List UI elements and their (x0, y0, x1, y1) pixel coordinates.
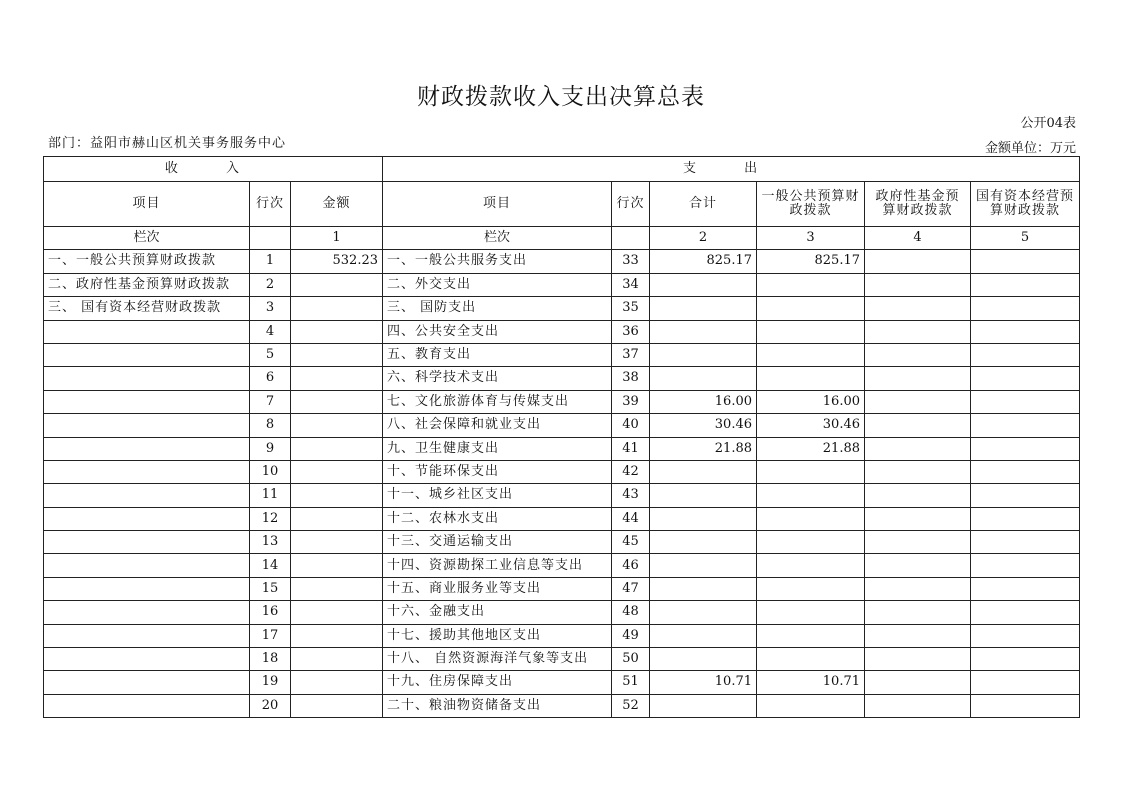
column-number-2: 2 (650, 227, 757, 250)
expense-row-header: 行次 (612, 182, 650, 227)
expense-item-cell: 十一、城乡社区支出 (383, 484, 612, 507)
income-row-number: 20 (250, 694, 291, 717)
expense-row-number: 50 (612, 648, 650, 671)
income-amount-cell (291, 531, 383, 554)
expense-section-header: 支 出 (383, 157, 1080, 182)
expense-total-cell (650, 367, 757, 390)
expense-total-cell: 16.00 (650, 390, 757, 413)
income-item-cell (44, 648, 250, 671)
income-item-cell (44, 414, 250, 437)
income-amount-cell (291, 624, 383, 647)
expense-total-cell (650, 273, 757, 296)
gov-fund-cell (865, 297, 971, 320)
income-item-cell (44, 320, 250, 343)
state-capital-cell (971, 250, 1080, 273)
expense-row-number: 44 (612, 507, 650, 530)
income-item-header: 项目 (44, 182, 250, 227)
income-item-cell (44, 694, 250, 717)
general-budget-cell (757, 273, 865, 296)
table-row (44, 343, 1080, 366)
income-section-header: 收 入 (44, 157, 383, 182)
expense-row-number: 37 (612, 343, 650, 366)
income-item-cell (44, 577, 250, 600)
income-row-number: 3 (250, 297, 291, 320)
expense-total-cell: 825.17 (650, 250, 757, 273)
expense-row-number: 47 (612, 577, 650, 600)
income-item-cell: 三、 国有资本经营财政拨款 (44, 297, 250, 320)
state-capital-cell (971, 367, 1080, 390)
expense-row-number: 34 (612, 273, 650, 296)
expense-total-cell (650, 484, 757, 507)
gov-fund-cell (865, 671, 971, 694)
income-row-number: 17 (250, 624, 291, 647)
income-amount-cell (291, 297, 383, 320)
table-row (44, 320, 1080, 343)
general-budget-cell: 16.00 (757, 390, 865, 413)
expense-row-number: 51 (612, 671, 650, 694)
income-row-number: 7 (250, 390, 291, 413)
state-capital-cell (971, 671, 1080, 694)
gov-fund-cell (865, 460, 971, 483)
income-row-number: 11 (250, 484, 291, 507)
income-item-cell (44, 507, 250, 530)
state-capital-cell (971, 437, 1080, 460)
general-budget-cell (757, 343, 865, 366)
income-row-number: 1 (250, 250, 291, 273)
table-row (44, 624, 1080, 647)
income-amount-cell (291, 671, 383, 694)
expense-item-cell: 十九、住房保障支出 (383, 671, 612, 694)
form-number: 公开04表 (1020, 116, 1076, 131)
gov-fund-cell (865, 507, 971, 530)
expense-total-cell: 30.46 (650, 414, 757, 437)
general-budget-cell (757, 601, 865, 624)
expense-item-cell: 八、社会保障和就业支出 (383, 414, 612, 437)
gov-fund-cell (865, 273, 971, 296)
state-capital-cell (971, 648, 1080, 671)
table-row (44, 250, 1080, 273)
income-row-number: 16 (250, 601, 291, 624)
income-item-cell (44, 460, 250, 483)
expense-total-cell (650, 343, 757, 366)
income-item-cell (44, 531, 250, 554)
expense-item-cell: 五、教育支出 (383, 343, 612, 366)
budget-table (43, 156, 1080, 718)
state-capital-cell (971, 390, 1080, 413)
general-budget-cell (757, 648, 865, 671)
state-capital-cell (971, 601, 1080, 624)
income-row-number: 2 (250, 273, 291, 296)
income-amount-cell (291, 554, 383, 577)
gov-fund-cell (865, 367, 971, 390)
page-title: 财政拨款收入支出决算总表 (417, 84, 705, 110)
expense-total-cell (650, 601, 757, 624)
state-capital-cell (971, 531, 1080, 554)
empty-cell (612, 227, 650, 250)
income-amount-cell (291, 648, 383, 671)
table-row (44, 554, 1080, 577)
state-capital-cell (971, 624, 1080, 647)
general-budget-cell (757, 297, 865, 320)
general-budget-cell (757, 624, 865, 647)
income-row-number: 9 (250, 437, 291, 460)
income-item-cell (44, 554, 250, 577)
table-row (44, 507, 1080, 530)
expense-row-number: 33 (612, 250, 650, 273)
expense-item-cell: 六、科学技术支出 (383, 367, 612, 390)
expense-total-cell: 21.88 (650, 437, 757, 460)
expense-row-number: 42 (612, 460, 650, 483)
table-row (44, 414, 1080, 437)
expense-row-number: 48 (612, 601, 650, 624)
income-item-cell (44, 390, 250, 413)
table-row (44, 273, 1080, 296)
column-number-5: 5 (971, 227, 1080, 250)
income-amount-cell (291, 694, 383, 717)
income-item-cell: 二、政府性基金预算财政拨款 (44, 273, 250, 296)
table-row (44, 577, 1080, 600)
table-row (44, 437, 1080, 460)
column-number-3: 3 (757, 227, 865, 250)
income-row-number: 14 (250, 554, 291, 577)
expense-total-cell (650, 531, 757, 554)
table-row (44, 367, 1080, 390)
table-row (44, 297, 1080, 320)
state-capital-cell (971, 554, 1080, 577)
expense-item-cell: 九、卫生健康支出 (383, 437, 612, 460)
expense-total-cell: 10.71 (650, 671, 757, 694)
income-item-cell (44, 484, 250, 507)
income-amount-cell (291, 460, 383, 483)
expense-item-cell: 十七、援助其他地区支出 (383, 624, 612, 647)
general-budget-cell (757, 507, 865, 530)
column-number-4: 4 (865, 227, 971, 250)
state-capital-cell (971, 694, 1080, 717)
expense-row-number: 40 (612, 414, 650, 437)
expense-total-cell (650, 577, 757, 600)
state-capital-cell (971, 273, 1080, 296)
table-row (44, 648, 1080, 671)
state-capital-cell (971, 414, 1080, 437)
table-row (44, 601, 1080, 624)
state-capital-cell (971, 507, 1080, 530)
general-budget-header: 一般公共预算财政拨款 (757, 182, 865, 227)
gov-fund-cell (865, 531, 971, 554)
expense-row-number: 38 (612, 367, 650, 390)
expense-total-cell (650, 648, 757, 671)
expense-total-cell (650, 320, 757, 343)
general-budget-cell (757, 320, 865, 343)
income-row-number: 13 (250, 531, 291, 554)
expense-total-cell (650, 297, 757, 320)
income-item-cell (44, 343, 250, 366)
general-budget-cell (757, 577, 865, 600)
expense-item-cell: 十、节能环保支出 (383, 460, 612, 483)
expense-total-cell (650, 554, 757, 577)
expense-item-header: 项目 (383, 182, 612, 227)
expense-item-cell: 十三、交通运输支出 (383, 531, 612, 554)
general-budget-cell (757, 460, 865, 483)
amount-unit-label: 金额单位：万元 (984, 141, 1076, 156)
income-row-number: 10 (250, 460, 291, 483)
total-header: 合计 (650, 182, 757, 227)
state-capital-cell (971, 297, 1080, 320)
state-capital-cell (971, 460, 1080, 483)
general-budget-cell (757, 531, 865, 554)
expense-total-cell (650, 507, 757, 530)
gov-fund-cell (865, 414, 971, 437)
income-item-cell (44, 367, 250, 390)
table-row (44, 460, 1080, 483)
expense-row-number: 46 (612, 554, 650, 577)
expense-item-cell: 十二、农林水支出 (383, 507, 612, 530)
state-capital-cell (971, 320, 1080, 343)
empty-cell (250, 227, 291, 250)
income-item-cell (44, 601, 250, 624)
expense-item-cell: 一、一般公共服务支出 (383, 250, 612, 273)
table-row (44, 531, 1080, 554)
income-item-cell: 一、一般公共预算财政拨款 (44, 250, 250, 273)
income-amount-cell (291, 507, 383, 530)
state-capital-cell (971, 343, 1080, 366)
gov-fund-cell (865, 250, 971, 273)
income-row-number: 4 (250, 320, 291, 343)
income-amount-cell (291, 320, 383, 343)
expense-row-number: 49 (612, 624, 650, 647)
income-item-cell (44, 671, 250, 694)
gov-fund-cell (865, 554, 971, 577)
gov-fund-cell (865, 437, 971, 460)
gov-fund-cell (865, 601, 971, 624)
gov-fund-header: 政府性基金预算财政拨款 (865, 182, 971, 227)
general-budget-cell (757, 367, 865, 390)
gov-fund-cell (865, 343, 971, 366)
gov-fund-cell (865, 624, 971, 647)
expense-item-cell: 七、文化旅游体育与传媒支出 (383, 390, 612, 413)
expense-row-number: 35 (612, 297, 650, 320)
general-budget-cell (757, 694, 865, 717)
state-capital-cell (971, 577, 1080, 600)
expense-item-cell: 二十、粮油物资储备支出 (383, 694, 612, 717)
expense-total-cell (650, 624, 757, 647)
income-row-number: 5 (250, 343, 291, 366)
income-amount-cell (291, 577, 383, 600)
expense-total-cell (650, 460, 757, 483)
column-number-1: 1 (291, 227, 383, 250)
general-budget-cell: 10.71 (757, 671, 865, 694)
expense-row-number: 43 (612, 484, 650, 507)
expense-item-cell: 三、 国防支出 (383, 297, 612, 320)
expense-item-cell: 十四、资源勘探工业信息等支出 (383, 554, 612, 577)
income-amount-cell (291, 367, 383, 390)
income-amount-cell: 532.23 (291, 250, 383, 273)
income-amount-cell (291, 273, 383, 296)
table-row (44, 390, 1080, 413)
gov-fund-cell (865, 577, 971, 600)
income-row-header: 行次 (250, 182, 291, 227)
table-row (44, 484, 1080, 507)
general-budget-cell: 825.17 (757, 250, 865, 273)
income-item-cell (44, 624, 250, 647)
expense-row-number: 36 (612, 320, 650, 343)
income-amount-cell (291, 343, 383, 366)
expense-item-cell: 二、外交支出 (383, 273, 612, 296)
expense-row-number: 41 (612, 437, 650, 460)
expense-item-cell: 四、公共安全支出 (383, 320, 612, 343)
general-budget-cell: 30.46 (757, 414, 865, 437)
expense-row-number: 45 (612, 531, 650, 554)
state-capital-cell (971, 484, 1080, 507)
expense-item-cell: 十五、商业服务业等支出 (383, 577, 612, 600)
income-amount-cell (291, 414, 383, 437)
income-amount-cell (291, 390, 383, 413)
income-amount-cell (291, 484, 383, 507)
income-amount-cell (291, 437, 383, 460)
expense-item-cell: 十六、金融支出 (383, 601, 612, 624)
expense-row-number: 52 (612, 694, 650, 717)
gov-fund-cell (865, 648, 971, 671)
general-budget-cell: 21.88 (757, 437, 865, 460)
gov-fund-cell (865, 484, 971, 507)
gov-fund-cell (865, 320, 971, 343)
income-row-number: 15 (250, 577, 291, 600)
expense-total-cell (650, 694, 757, 717)
gov-fund-cell (865, 390, 971, 413)
income-row-number: 8 (250, 414, 291, 437)
income-row-number: 18 (250, 648, 291, 671)
income-column-number-label: 栏次 (44, 227, 250, 250)
amount-header: 金额 (291, 182, 383, 227)
general-budget-cell (757, 484, 865, 507)
gov-fund-cell (865, 694, 971, 717)
department-label: 部门：益阳市赫山区机关事务服务中心 (48, 136, 287, 151)
table-row (44, 671, 1080, 694)
income-row-number: 12 (250, 507, 291, 530)
expense-column-number-label: 栏次 (383, 227, 612, 250)
table-row (44, 694, 1080, 717)
income-item-cell (44, 437, 250, 460)
income-amount-cell (291, 601, 383, 624)
general-budget-cell (757, 554, 865, 577)
state-capital-header: 国有资本经营预算财政拨款 (971, 182, 1080, 227)
expense-item-cell: 十八、 自然资源海洋气象等支出 (383, 648, 612, 671)
expense-row-number: 39 (612, 390, 650, 413)
income-row-number: 6 (250, 367, 291, 390)
income-row-number: 19 (250, 671, 291, 694)
